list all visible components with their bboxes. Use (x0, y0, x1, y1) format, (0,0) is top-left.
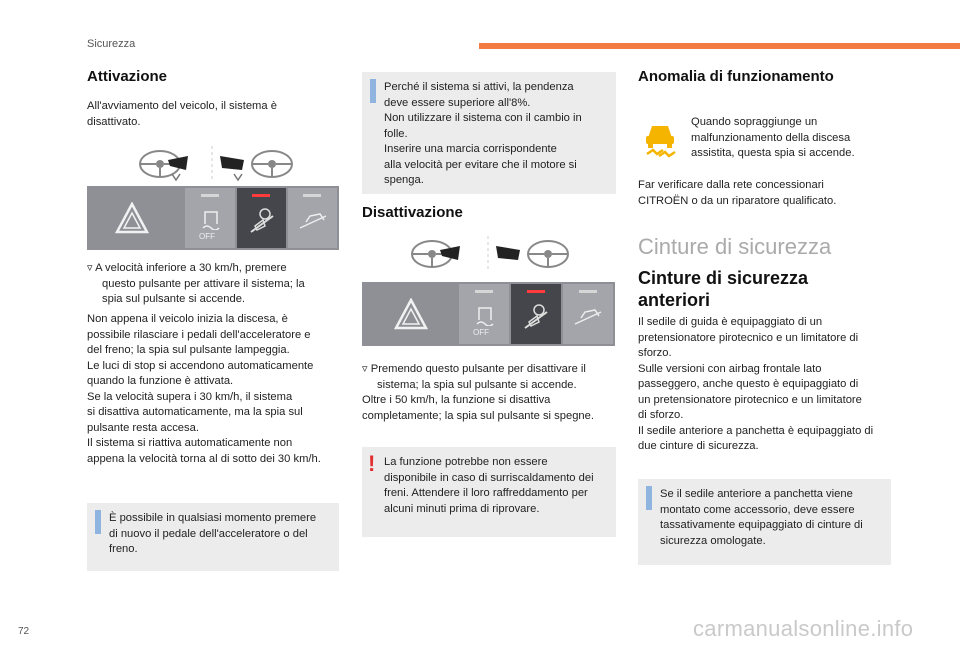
button-led (252, 194, 270, 197)
traction-mode-button[interactable] (288, 188, 337, 248)
info-note-slope (362, 72, 616, 194)
info-icon (370, 79, 376, 103)
chapter-title: Cinture di sicurezza (638, 234, 832, 259)
malfunction-lamp-text: Quando sopraggiunge un malfunzionamento della discesa assistita, questa spia si accende. (691, 116, 855, 159)
deactivation-bullet-text: Premendo questo pulsante per disattivare il sistema; la spia sul pulsante si accende. (370, 363, 586, 391)
esp-off-button[interactable] (185, 188, 235, 248)
off-label: OFF (199, 232, 215, 241)
heading-front-belts: Cinture di sicurezza anteriori (638, 268, 809, 310)
activation-body: Non appena il veicolo inizia la discesa, è possibile rilasciare i pedali dell'acceleratore e del freno; la spia sul pulsante lampeggia. Le luci di stop si accendono automaticamente quando la funzione è attivata. Se la velocità supera i 30 km/h, il sistema si disattiva automaticamente, ma la spia sul pulsante resta accesa. Il sistema si riattiva automaticamente non appena la velocità torna al di sotto dei 30 km/h. (87, 313, 321, 465)
info-note-activation (87, 503, 339, 571)
front-belts-body: Il sedile di guida è equipaggiato di un pretensionatore pirotecnico e un limitatore di sforzo. Sulle versioni con airbag frontale lato passeggero, anche questo è equipaggiato di un pretensionatore pirotecnico e un limitatore di sforzo. Il sedile anteriore a panchetta è equipaggiato di due cinture di sicurezza. (638, 316, 874, 452)
car-slope-icon (573, 302, 603, 328)
info-note-bench-seat (638, 479, 891, 565)
info-note-slope-text: Perché il sistema si attivi, la pendenza deve essere superiore all'8%. Non utilizzare il sistema con il cambio in folle. Inserire una marcia corrispondente alla velocità per evitare che il motore si spenga. (384, 81, 582, 186)
control-panel-2 (362, 282, 615, 346)
descent-control-icon (249, 206, 275, 236)
watermark: carmanualsonline.info (693, 616, 914, 641)
warning-note-text: La funzione potrebbe non essere disponibile in caso di surriscaldamento dei freni. Attendere il loro raffreddamento per alcuni minuti prima di riprovare. (384, 456, 594, 515)
warning-note (362, 447, 616, 537)
car-slope-icon (298, 206, 328, 232)
descent-warning-lamp-icon (643, 120, 677, 158)
info-note-bench-text: Se il sedile anteriore a panchetta viene montato come accessorio, deve essere tassativamente equipaggiato di cinture di sicurezza omologate. (660, 488, 863, 547)
descent-assist-button[interactable] (511, 284, 561, 344)
bullet-marker: ▿ (87, 262, 96, 274)
malfunction-advice: Far verificare dalla rete concessionari CITROËN o da un riparatore qualificato. (638, 179, 837, 207)
section-label: Sicurezza (87, 38, 136, 50)
info-note-text: È possibile in qualsiasi momento premere di nuovo il pedale dell'acceleratore o del freno. (109, 512, 317, 555)
esp-car-icon (475, 304, 495, 326)
descent-control-icon (523, 302, 549, 332)
hazard-warning-icon (115, 202, 149, 234)
deactivation-body: Oltre i 50 km/h, la funzione si disattiva completamente; la spia sul pulsante si spegne. (362, 394, 594, 422)
steering-wheels-illustration-2 (410, 236, 570, 272)
page-number: 72 (18, 626, 30, 637)
heading-malfunction: Anomalia di funzionamento (638, 68, 834, 85)
warning-exclamation-icon: ! (368, 451, 376, 476)
traction-mode-button[interactable] (563, 284, 613, 344)
activation-intro: All'avviamento del veicolo, il sistema è disattivato. (87, 100, 277, 128)
activation-bullet (87, 261, 352, 308)
heading-activation: Attivazione (87, 68, 168, 85)
esp-car-icon (201, 208, 221, 230)
steering-wheels-illustration (138, 146, 298, 182)
control-panel (87, 186, 339, 250)
steering-wheel-icon (496, 241, 568, 267)
steering-wheel-icon (220, 151, 292, 180)
descent-assist-button[interactable] (237, 188, 286, 248)
info-icon (95, 510, 101, 534)
button-led (527, 290, 545, 293)
deactivation-bullet (362, 362, 632, 393)
bullet-marker: ▿ (362, 363, 371, 375)
hazard-warning-icon (394, 298, 428, 330)
steering-wheel-icon (412, 241, 460, 267)
esp-off-button[interactable] (459, 284, 509, 344)
heading-deactivation: Disattivazione (362, 204, 463, 221)
section-accent-bar (479, 43, 960, 49)
off-label: OFF (473, 328, 489, 337)
steering-wheel-icon (140, 151, 188, 180)
activation-bullet-text: A velocità inferiore a 30 km/h, premere questo pulsante per attivare il sistema; la spia sul pulsante si accende. (95, 262, 305, 305)
info-icon (646, 486, 652, 510)
